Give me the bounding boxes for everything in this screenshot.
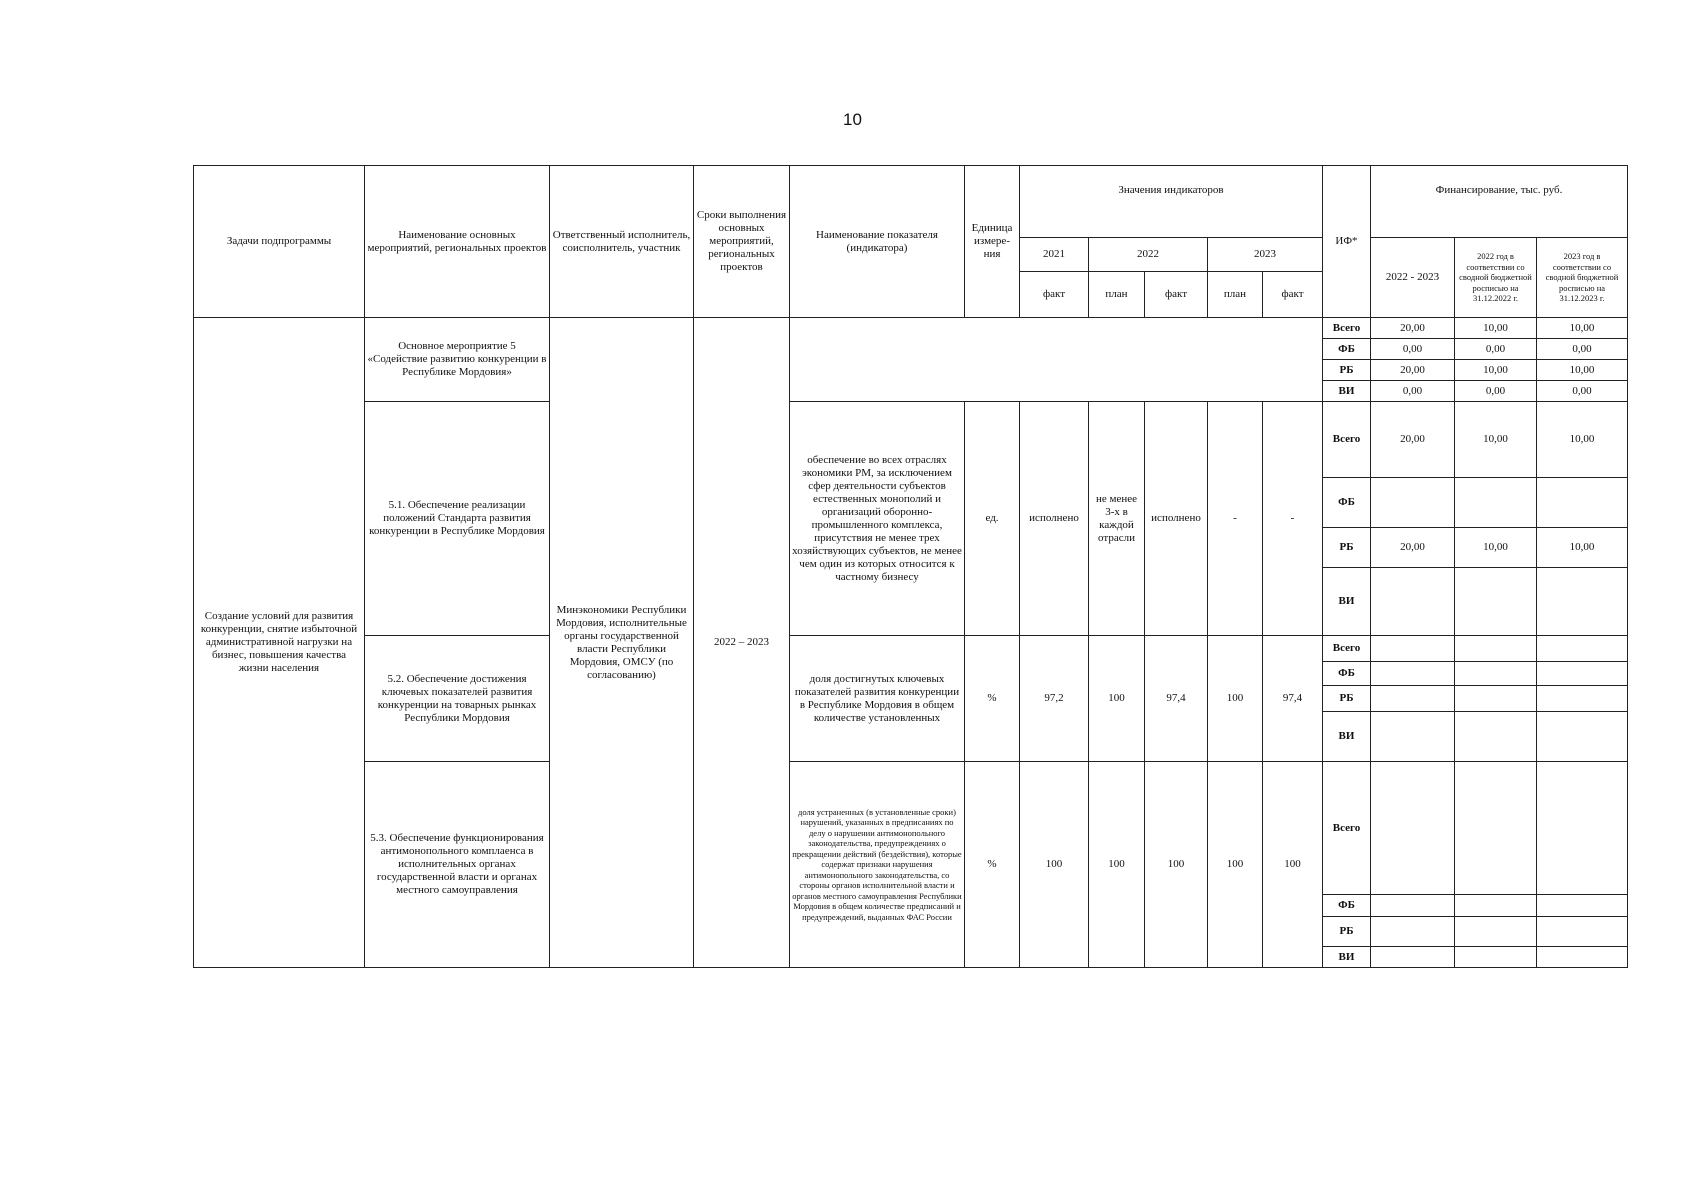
fin-2022 bbox=[1455, 636, 1537, 662]
program-table bbox=[193, 165, 1628, 968]
fin-2022 bbox=[1455, 478, 1537, 528]
fin-total: 20,00 bbox=[1371, 318, 1455, 339]
activity-5-2-name: 5.2. Обеспечение достижения ключевых показателей развития конкуренции на товарных рынках Республики Мордовия bbox=[365, 636, 550, 762]
header-plan-2023: план bbox=[1208, 272, 1263, 318]
fin-2023 bbox=[1537, 712, 1628, 762]
fin-2022: 0,00 bbox=[1455, 381, 1537, 402]
header-fact-2022: факт bbox=[1145, 272, 1208, 318]
header-fact-2021: факт bbox=[1020, 272, 1089, 318]
fin-source: ВИ bbox=[1323, 568, 1371, 636]
fin-total: 0,00 bbox=[1371, 339, 1455, 360]
fin-source: ФБ bbox=[1323, 662, 1371, 686]
fin-source: РБ bbox=[1323, 917, 1371, 947]
fin-source: Всего bbox=[1323, 636, 1371, 662]
header-if: ИФ* bbox=[1323, 166, 1371, 318]
fin-total bbox=[1371, 712, 1455, 762]
fin-2023: 10,00 bbox=[1537, 360, 1628, 381]
terms-cell: 2022 – 2023 bbox=[694, 318, 790, 968]
fin-2022 bbox=[1455, 762, 1537, 895]
fin-source: Всего bbox=[1323, 762, 1371, 895]
header-financing: Финансирование, тыс. руб. bbox=[1371, 166, 1628, 238]
activity-5-1-unit: ед. bbox=[965, 402, 1020, 636]
header-terms: Сроки выполнения основных мероприятий, региональных проектов bbox=[694, 166, 790, 318]
header-unit: Единица измере-ния bbox=[965, 166, 1020, 318]
fin-2023: 0,00 bbox=[1537, 381, 1628, 402]
fin-source: ФБ bbox=[1323, 895, 1371, 917]
fin-2023: 10,00 bbox=[1537, 528, 1628, 568]
fin-2022: 0,00 bbox=[1455, 339, 1537, 360]
fin-source: РБ bbox=[1323, 686, 1371, 712]
fin-total bbox=[1371, 762, 1455, 895]
activity-5-3-plan-2022: 100 bbox=[1089, 762, 1145, 968]
fin-total: 20,00 bbox=[1371, 360, 1455, 381]
fin-2022 bbox=[1455, 895, 1537, 917]
fin-2023 bbox=[1537, 686, 1628, 712]
activity-5-2-fact-2023: 97,4 bbox=[1263, 636, 1323, 762]
header-activities: Наименование основных мероприятий, региональных проектов bbox=[365, 166, 550, 318]
header-year-2021: 2021 bbox=[1020, 238, 1089, 272]
fin-2022 bbox=[1455, 712, 1537, 762]
fin-source: Всего bbox=[1323, 318, 1371, 339]
fin-2022 bbox=[1455, 917, 1537, 947]
fin-source: ВИ bbox=[1323, 712, 1371, 762]
fin-total: 20,00 bbox=[1371, 528, 1455, 568]
fin-total bbox=[1371, 662, 1455, 686]
fin-2023 bbox=[1537, 636, 1628, 662]
page-number: 10 bbox=[843, 110, 862, 129]
activity-5-2-unit: % bbox=[965, 636, 1020, 762]
fin-total bbox=[1371, 478, 1455, 528]
fin-total bbox=[1371, 686, 1455, 712]
fin-source: ВИ bbox=[1323, 947, 1371, 968]
header-indicator-values: Значения индикаторов bbox=[1020, 166, 1323, 238]
fin-total: 20,00 bbox=[1371, 402, 1455, 478]
task-cell: Создание условий для развития конкуренции, снятие избыточной административной нагрузки на бизнес, повышения качества жизни населения bbox=[194, 318, 365, 968]
fin-source: РБ bbox=[1323, 360, 1371, 381]
header-indicator-name: Наименование показателя (индикатора) bbox=[790, 166, 965, 318]
activity-5-1-indicator: обеспечение во всех отраслях экономики РМ, за исключением сфер деятельности субъектов естественных монополий и организаций оборонно-промышленного комплекса, присутствия не менее трех хозяйствующих субъектов, не менее чем один из которых относится к частному бизнесу bbox=[790, 402, 965, 636]
activity-5-1-plan-2023: - bbox=[1208, 402, 1263, 636]
fin-2023: 10,00 bbox=[1537, 402, 1628, 478]
fin-2023 bbox=[1537, 895, 1628, 917]
activity-5-1-plan-2022: не менее 3-х в каждой отрасли bbox=[1089, 402, 1145, 636]
fin-2023 bbox=[1537, 947, 1628, 968]
fin-2022 bbox=[1455, 568, 1537, 636]
activity-5-1-fact-2023: - bbox=[1263, 402, 1323, 636]
activity-5-3-indicator: доля устраненных (в установленные сроки) нарушений, указанных в предписаниях по делу о нарушении антимонопольного законодательства, предупреждениях о прекращении действий (бездействия), которые содержат признаки нарушения антимонопольного законодательства, со стороны органов исполнительной власти и органов местного самоуправления Республики Мордовия в общем количестве предписаний и предупреждений, выданных ФАС России bbox=[790, 762, 965, 968]
fin-source: ВИ bbox=[1323, 381, 1371, 402]
responsible-cell: Минэкономики Республики Мордовия, исполнительные органы государственной власти Республики Мордовия, ОМСУ (по согласованию) bbox=[550, 318, 694, 968]
fin-2023 bbox=[1537, 568, 1628, 636]
activity-5-3-unit: % bbox=[965, 762, 1020, 968]
fin-total bbox=[1371, 636, 1455, 662]
fin-2023 bbox=[1537, 762, 1628, 895]
header-plan-2022: план bbox=[1089, 272, 1145, 318]
fin-2023 bbox=[1537, 478, 1628, 528]
activity-5-2-fact-2022: 97,4 bbox=[1145, 636, 1208, 762]
activity-5-3-fact-2022: 100 bbox=[1145, 762, 1208, 968]
fin-total bbox=[1371, 895, 1455, 917]
fin-total: 0,00 bbox=[1371, 381, 1455, 402]
header-responsible: Ответственный исполнитель, соисполнитель, участник bbox=[550, 166, 694, 318]
fin-source: Всего bbox=[1323, 402, 1371, 478]
fin-total bbox=[1371, 568, 1455, 636]
header-tasks: Задачи подпрограммы bbox=[194, 166, 365, 318]
header-year-2022: 2022 bbox=[1089, 238, 1208, 272]
main-activity-name: Основное мероприятие 5 «Содействие развитию конкуренции в Республике Мордовия» bbox=[365, 318, 550, 402]
fin-2022: 10,00 bbox=[1455, 528, 1537, 568]
fin-source: ФБ bbox=[1323, 478, 1371, 528]
activity-5-2-plan-2022: 100 bbox=[1089, 636, 1145, 762]
activity-5-2-plan-2023: 100 bbox=[1208, 636, 1263, 762]
fin-2023: 10,00 bbox=[1537, 318, 1628, 339]
fin-total bbox=[1371, 947, 1455, 968]
activity-5-3-fact-2021: 100 bbox=[1020, 762, 1089, 968]
activity-5-1-name: 5.1. Обеспечение реализации положений Стандарта развития конкуренции в Республике Мордовия bbox=[365, 402, 550, 636]
main-activity-indicator-blank bbox=[790, 318, 1323, 402]
activity-5-1-fact-2021: исполнено bbox=[1020, 402, 1089, 636]
fin-2022: 10,00 bbox=[1455, 402, 1537, 478]
header-year-2023: 2023 bbox=[1208, 238, 1323, 272]
header-fin-2022: 2022 год в соответствии со сводной бюджетной росписью на 31.12.2022 г. bbox=[1455, 238, 1537, 318]
activity-5-2-indicator: доля достигнутых ключевых показателей развития конкуренции в Республике Мордовия в общем количестве установленных bbox=[790, 636, 965, 762]
activity-5-3-fact-2023: 100 bbox=[1263, 762, 1323, 968]
activity-5-3-name: 5.3. Обеспечение функционирования антимонопольного комплаенса в исполнительных органах государственной власти и органах местного самоуправления bbox=[365, 762, 550, 968]
header-fin-2023: 2023 год в соответствии со сводной бюджетной росписью на 31.12.2023 г. bbox=[1537, 238, 1628, 318]
fin-2022 bbox=[1455, 947, 1537, 968]
fin-2022 bbox=[1455, 686, 1537, 712]
fin-2022: 10,00 bbox=[1455, 318, 1537, 339]
fin-source: ФБ bbox=[1323, 339, 1371, 360]
header-fin-period: 2022 - 2023 bbox=[1371, 238, 1455, 318]
fin-2023 bbox=[1537, 917, 1628, 947]
activity-5-1-fact-2022: исполнено bbox=[1145, 402, 1208, 636]
activity-5-2-fact-2021: 97,2 bbox=[1020, 636, 1089, 762]
fin-total bbox=[1371, 917, 1455, 947]
fin-2023: 0,00 bbox=[1537, 339, 1628, 360]
activity-5-3-plan-2023: 100 bbox=[1208, 762, 1263, 968]
header-fact-2023: факт bbox=[1263, 272, 1323, 318]
fin-2023 bbox=[1537, 662, 1628, 686]
fin-2022 bbox=[1455, 662, 1537, 686]
fin-source: РБ bbox=[1323, 528, 1371, 568]
fin-2022: 10,00 bbox=[1455, 360, 1537, 381]
